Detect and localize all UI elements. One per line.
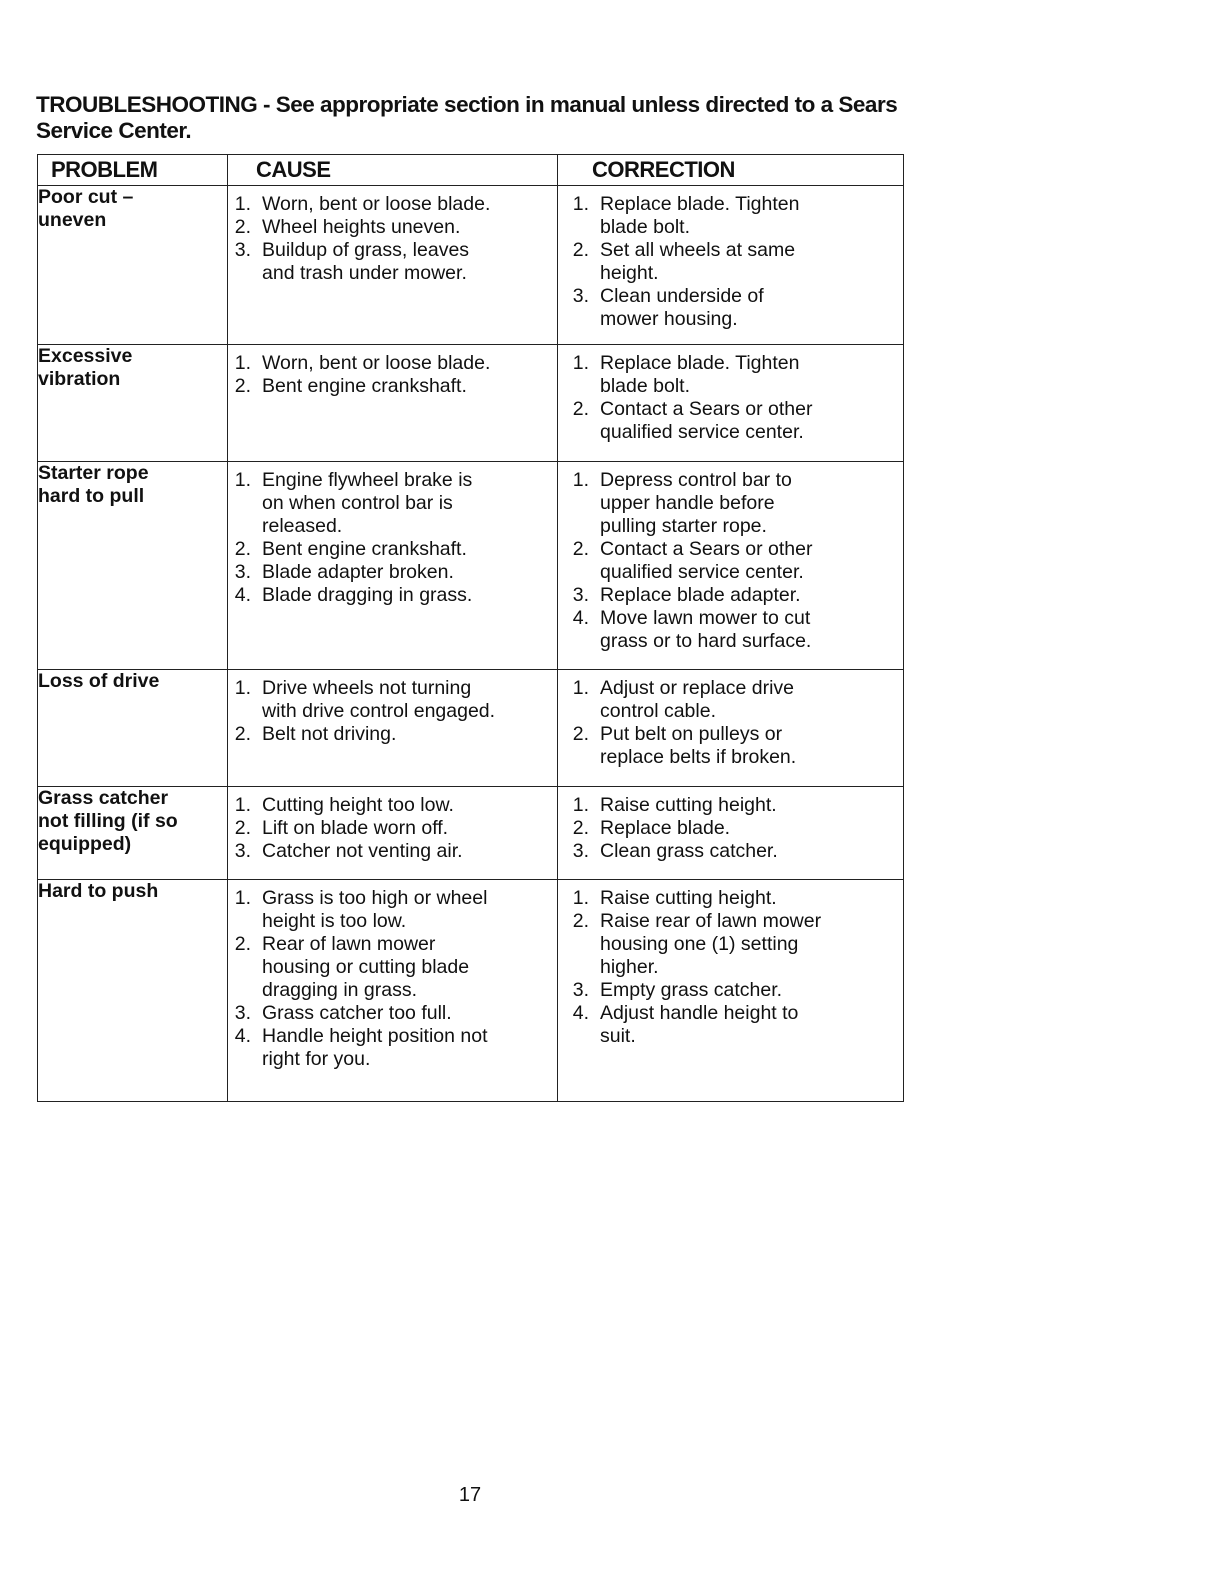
- correction-item-number: 2.: [572, 723, 589, 745]
- cause-item: [228, 375, 557, 398]
- cause-item-text: Wheel heights uneven.: [262, 216, 461, 238]
- cause-cell: [228, 880, 558, 1102]
- troubleshooting-table: [37, 154, 904, 1102]
- correction-cell: [558, 670, 904, 787]
- correction-item: [558, 817, 903, 840]
- correction-cell: [558, 880, 904, 1102]
- correction-list: [558, 345, 903, 444]
- correction-item: [558, 723, 903, 769]
- cause-item-text: Catcher not venting air.: [262, 840, 463, 862]
- correction-item: [558, 352, 903, 398]
- correction-item-number: 1.: [572, 352, 589, 374]
- cause-item-number: 3.: [234, 239, 251, 261]
- cause-item-number: 3.: [234, 561, 251, 583]
- cause-list: [228, 787, 557, 863]
- correction-item-number: 3.: [572, 285, 589, 307]
- header-correction: CORRECTION: [558, 155, 904, 186]
- correction-item-number: 3.: [572, 979, 589, 1001]
- cause-item-text: Blade adapter broken.: [262, 561, 454, 583]
- correction-list: [558, 880, 903, 1048]
- cause-cell: [228, 670, 558, 787]
- cause-item: [228, 352, 557, 375]
- cause-item-number: 1.: [234, 469, 251, 491]
- cause-item: [228, 794, 557, 817]
- cause-cell: [228, 345, 558, 462]
- correction-item-text: Put belt on pulleys or replace belts if broken.: [600, 723, 797, 768]
- correction-cell: [558, 345, 904, 462]
- correction-item: [558, 285, 903, 331]
- cause-item-text: Engine flywheel brake is on when control bar is released.: [262, 469, 473, 537]
- correction-list: [558, 186, 903, 331]
- table-row: [38, 880, 904, 1102]
- cause-item: [228, 723, 557, 746]
- cause-item: [228, 538, 557, 561]
- header-cause: CAUSE: [228, 155, 558, 186]
- correction-item: [558, 1002, 903, 1048]
- cause-item-text: Bent engine crankshaft.: [262, 538, 467, 560]
- correction-cell: [558, 186, 904, 345]
- correction-item-number: 1.: [572, 887, 589, 909]
- page-heading: TROUBLESHOOTING - See appropriate section in manual unless directed to a Sears Service Center.: [36, 92, 898, 143]
- correction-item-text: Replace blade. Tighten blade bolt.: [600, 352, 800, 397]
- cause-item-number: 2.: [234, 723, 251, 745]
- correction-item-text: Raise cutting height.: [600, 794, 777, 816]
- table-row: [38, 345, 904, 462]
- table-row: [38, 462, 904, 670]
- cause-item-number: 2.: [234, 933, 251, 955]
- correction-item-number: 2.: [572, 239, 589, 261]
- cause-list: [228, 186, 557, 285]
- correction-item: [558, 677, 903, 723]
- cause-item: [228, 677, 557, 723]
- table-row: [38, 186, 904, 345]
- cause-item: [228, 584, 557, 607]
- cause-item-text: Drive wheels not turning with drive control engaged.: [262, 677, 496, 722]
- correction-item: [558, 794, 903, 817]
- cause-item-number: 4.: [234, 1025, 251, 1047]
- table-row: [38, 787, 904, 880]
- correction-item-number: 1.: [572, 794, 589, 816]
- correction-item: [558, 910, 903, 979]
- cause-cell: [228, 186, 558, 345]
- cause-list: [228, 670, 557, 746]
- correction-item-text: Clean grass catcher.: [600, 840, 778, 862]
- cause-list: [228, 462, 557, 607]
- cause-item-text: Rear of lawn mower housing or cutting blade dragging in grass.: [262, 933, 470, 1001]
- correction-item: [558, 979, 903, 1002]
- cause-item-number: 1.: [234, 352, 251, 374]
- correction-item-text: Empty grass catcher.: [600, 979, 783, 1001]
- cause-item-number: 1.: [234, 193, 251, 215]
- correction-item: [558, 887, 903, 910]
- correction-item: [558, 193, 903, 239]
- correction-item: [558, 469, 903, 538]
- correction-item-text: Contact a Sears or other qualified service center.: [600, 398, 813, 443]
- correction-item-number: 2.: [572, 910, 589, 932]
- cause-item: [228, 239, 557, 285]
- cause-item-text: Grass is too high or wheel height is too low.: [262, 887, 488, 932]
- table-row: [38, 670, 904, 787]
- problem-cell: Hard to push: [38, 880, 228, 1102]
- correction-item-number: 2.: [572, 398, 589, 420]
- correction-item-number: 2.: [572, 538, 589, 560]
- correction-item-text: Replace blade.: [600, 817, 731, 839]
- cause-cell: [228, 787, 558, 880]
- correction-item-text: Depress control bar to upper handle before pulling starter rope.: [600, 469, 792, 537]
- correction-item-number: 4.: [572, 607, 589, 629]
- problem-cell: Poor cut – uneven: [38, 186, 228, 345]
- cause-cell: [228, 462, 558, 670]
- cause-item-number: 2.: [234, 817, 251, 839]
- cause-item-text: Handle height position not right for you.: [262, 1025, 488, 1070]
- cause-item-text: Belt not driving.: [262, 723, 397, 745]
- cause-item-number: 1.: [234, 794, 251, 816]
- cause-item-text: Bent engine crankshaft.: [262, 375, 467, 397]
- correction-item-number: 1.: [572, 677, 589, 699]
- correction-item-text: Raise cutting height.: [600, 887, 777, 909]
- correction-item-number: 1.: [572, 193, 589, 215]
- header-problem: PROBLEM: [38, 155, 228, 186]
- cause-item: [228, 887, 557, 933]
- correction-item: [558, 398, 903, 444]
- problem-cell: Starter rope hard to pull: [38, 462, 228, 670]
- cause-item-number: 3.: [234, 1002, 251, 1024]
- cause-item: [228, 561, 557, 584]
- cause-item-text: Worn, bent or loose blade.: [262, 193, 491, 215]
- correction-item-number: 1.: [572, 469, 589, 491]
- cause-item-number: 4.: [234, 584, 251, 606]
- correction-item: [558, 538, 903, 584]
- cause-item: [228, 216, 557, 239]
- correction-item-text: Adjust handle height to suit.: [600, 1002, 799, 1047]
- correction-cell: [558, 787, 904, 880]
- correction-list: [558, 787, 903, 863]
- cause-item-text: Cutting height too low.: [262, 794, 454, 816]
- correction-item-text: Set all wheels at same height.: [600, 239, 796, 284]
- cause-item: [228, 193, 557, 216]
- cause-item-number: 2.: [234, 216, 251, 238]
- correction-item-text: Contact a Sears or other qualified service center.: [600, 538, 813, 583]
- cause-item: [228, 933, 557, 1002]
- cause-item-text: Buildup of grass, leaves and trash under mower.: [262, 239, 470, 284]
- correction-item-text: Replace blade. Tighten blade bolt.: [600, 193, 800, 238]
- problem-cell: Excessive vibration: [38, 345, 228, 462]
- correction-item-text: Clean underside of mower housing.: [600, 285, 764, 330]
- table-body: [38, 186, 904, 1102]
- table-header-row: [38, 155, 904, 186]
- cause-list: [228, 880, 557, 1071]
- correction-item-text: Replace blade adapter.: [600, 584, 801, 606]
- correction-list: [558, 462, 903, 653]
- cause-item: [228, 840, 557, 863]
- cause-item: [228, 469, 557, 538]
- correction-item-number: 4.: [572, 1002, 589, 1024]
- cause-item-number: 1.: [234, 887, 251, 909]
- cause-item-number: 2.: [234, 375, 251, 397]
- correction-item: [558, 607, 903, 653]
- correction-item-text: Raise rear of lawn mower housing one (1) setting higher.: [600, 910, 822, 978]
- cause-item-text: Lift on blade worn off.: [262, 817, 449, 839]
- cause-item-text: Blade dragging in grass.: [262, 584, 473, 606]
- cause-item: [228, 1025, 557, 1071]
- correction-item-number: 2.: [572, 817, 589, 839]
- problem-cell: Loss of drive: [38, 670, 228, 787]
- correction-item-number: 3.: [572, 840, 589, 862]
- correction-item-text: Move lawn mower to cut grass or to hard surface.: [600, 607, 812, 652]
- correction-item-number: 3.: [572, 584, 589, 606]
- correction-cell: [558, 462, 904, 670]
- problem-cell: Grass catcher not filling (if so equipped): [38, 787, 228, 880]
- cause-list: [228, 345, 557, 398]
- cause-item-number: 3.: [234, 840, 251, 862]
- cause-item: [228, 817, 557, 840]
- correction-list: [558, 670, 903, 769]
- cause-item-text: Worn, bent or loose blade.: [262, 352, 491, 374]
- correction-item-text: Adjust or replace drive control cable.: [600, 677, 795, 722]
- page-number: 17: [458, 1484, 482, 1506]
- cause-item-number: 1.: [234, 677, 251, 699]
- correction-item: [558, 584, 903, 607]
- cause-item-number: 2.: [234, 538, 251, 560]
- cause-item-text: Grass catcher too full.: [262, 1002, 452, 1024]
- correction-item: [558, 239, 903, 285]
- correction-item: [558, 840, 903, 863]
- cause-item: [228, 1002, 557, 1025]
